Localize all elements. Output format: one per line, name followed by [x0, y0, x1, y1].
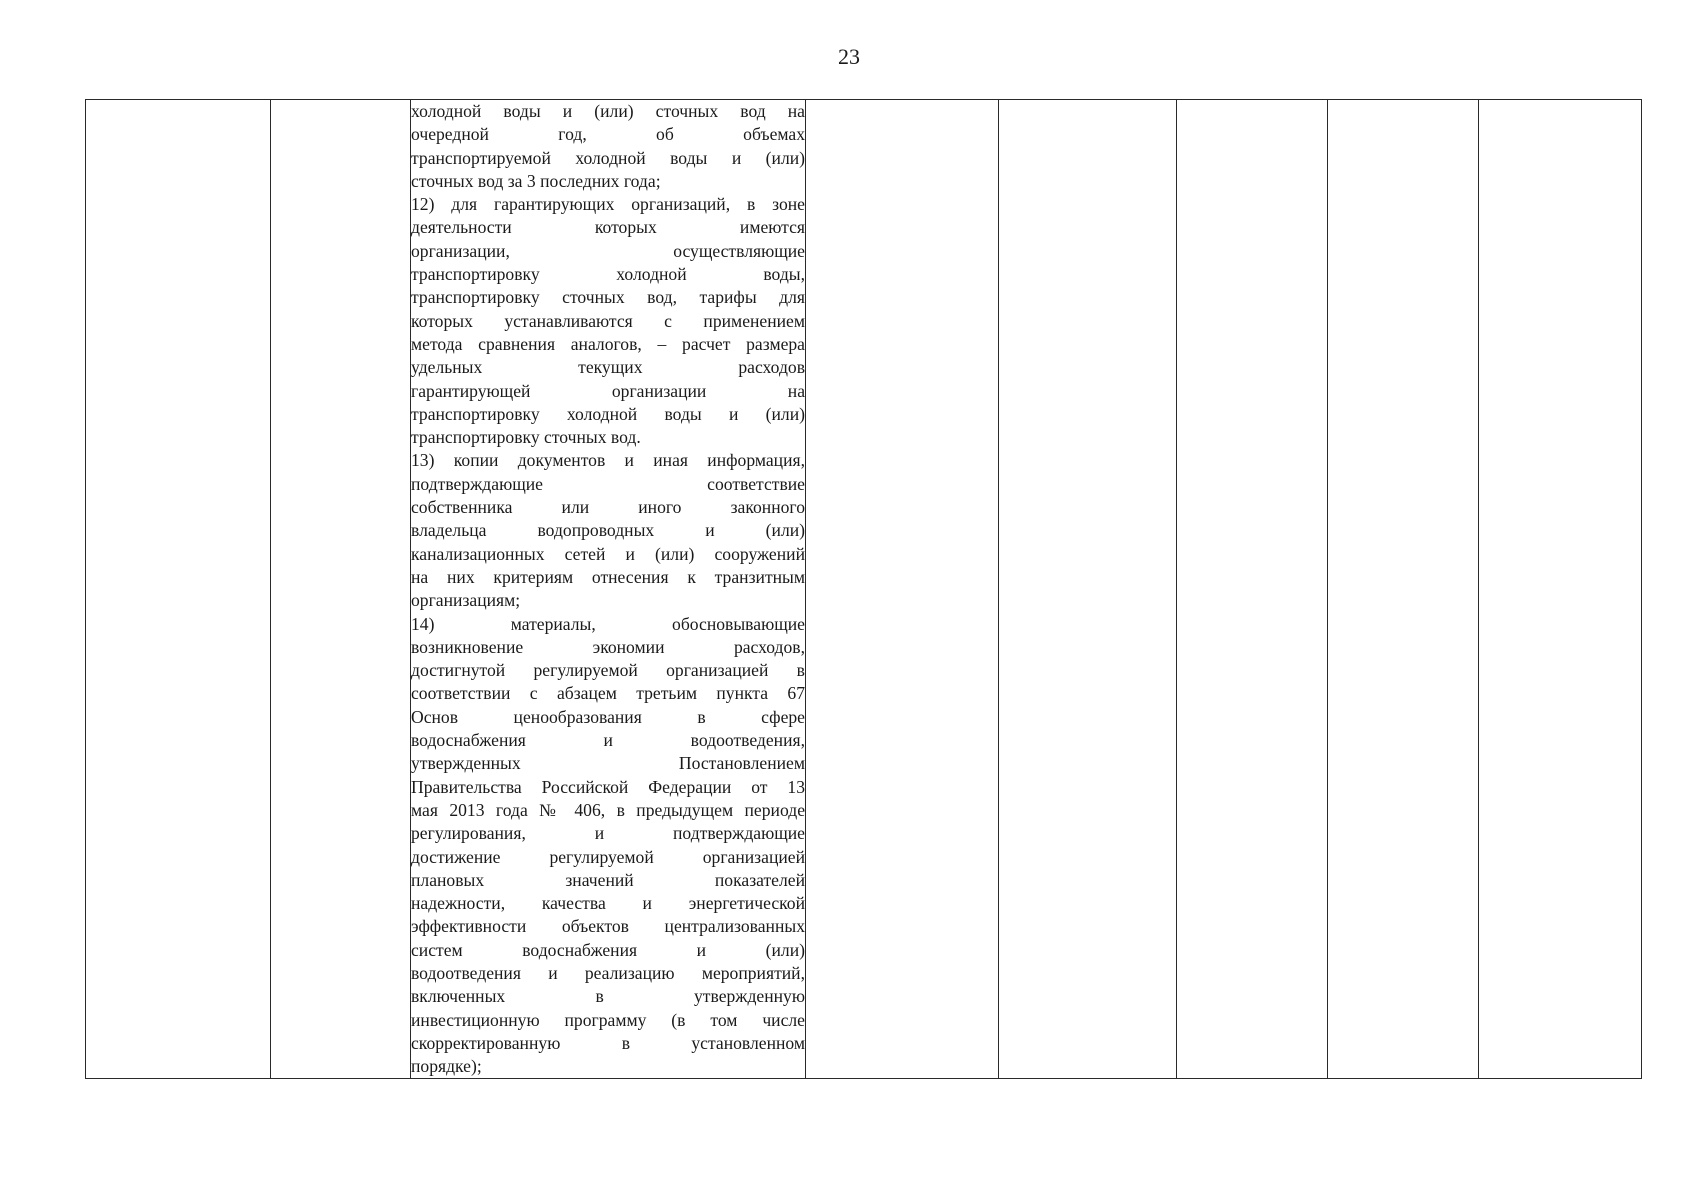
- page-number: 23: [838, 44, 860, 69]
- text-line: деятельности которых имеются: [411, 217, 805, 238]
- text-line: 12) для гарантирующих организаций, в зоне: [411, 194, 805, 215]
- text-line: транспортировку сточных вод, тарифы для: [411, 287, 805, 308]
- text-line: Правительства Российской Федерации от 13: [411, 776, 805, 797]
- text-line: мая 2013 года № 406, в предыдущем периоде: [411, 799, 805, 820]
- text-line: эффективности объектов централизованных: [411, 916, 805, 937]
- text-line: транспортировку холодной воды,: [411, 264, 805, 285]
- text-line: организации, осуществляющие: [411, 240, 805, 261]
- text-line: инвестиционную программу (в том числе: [411, 1009, 805, 1030]
- text-line: водоснабжения и водоотведения,: [411, 730, 805, 751]
- text-line: удельных текущих расходов: [411, 357, 805, 378]
- table-cell-col-6: [1177, 100, 1328, 1079]
- text-line: очередной год, об объемах: [411, 124, 805, 145]
- table-cell-col-1: [86, 100, 271, 1079]
- text-line: соответствии с абзацем третьим пункта 67: [411, 683, 805, 704]
- description-text: [411, 100, 805, 1078]
- text-line: Основ ценообразования в сфере: [411, 706, 805, 727]
- table-cell-col-7: [1328, 100, 1479, 1079]
- table-row: [86, 100, 1642, 1079]
- text-line: скорректированную в установленном: [411, 1032, 805, 1053]
- text-line: собственника или иного законного: [411, 497, 805, 518]
- text-line: включенных в утвержденную: [411, 986, 805, 1007]
- text-line: регулирования, и подтверждающие: [411, 823, 805, 844]
- text-line: достижение регулируемой организацией: [411, 846, 805, 867]
- text-line: холодной воды и (или) сточных вод на: [411, 101, 805, 121]
- text-line: 13) копии документов и иная информация,: [411, 450, 805, 471]
- text-line: канализационных сетей и (или) сооружений: [411, 543, 805, 564]
- table-cell-col-2: [271, 100, 411, 1079]
- text-line: утвержденных Постановлением: [411, 753, 805, 774]
- text-line: подтверждающие соответствие: [411, 473, 805, 494]
- text-line: на них критериям отнесения к транзитным: [411, 566, 805, 587]
- text-line: надежности, качества и энергетической: [411, 893, 805, 914]
- document-table: [85, 99, 1642, 1079]
- text-line-paragraph-end: транспортировку сточных вод.: [411, 427, 641, 448]
- table-cell-col-8: [1479, 100, 1642, 1079]
- text-line: метода сравнения аналогов, – расчет размера: [411, 333, 805, 354]
- table-cell-col-5: [999, 100, 1177, 1079]
- text-line: транспортируемой холодной воды и (или): [411, 147, 805, 168]
- text-line: плановых значений показателей: [411, 869, 805, 890]
- text-line: которых устанавливаются с применением: [411, 310, 805, 331]
- text-line: владельца водопроводных и (или): [411, 520, 805, 541]
- table-cell-description: [411, 100, 806, 1079]
- text-line-paragraph-end: сточных вод за 3 последних года;: [411, 170, 661, 191]
- text-line: возникновение экономии расходов,: [411, 636, 805, 657]
- text-line: водоотведения и реализацию мероприятий,: [411, 962, 805, 983]
- text-line-paragraph-end: организациям;: [411, 590, 521, 611]
- text-line: достигнутой регулируемой организацией в: [411, 660, 805, 681]
- text-line-paragraph-end: порядке);: [411, 1056, 482, 1077]
- text-line: 14) материалы, обосновывающие: [411, 613, 805, 634]
- text-line: транспортировку холодной воды и (или): [411, 403, 805, 424]
- table-cell-col-4: [806, 100, 999, 1079]
- text-line: систем водоснабжения и (или): [411, 939, 805, 960]
- text-line: гарантирующей организации на: [411, 380, 805, 401]
